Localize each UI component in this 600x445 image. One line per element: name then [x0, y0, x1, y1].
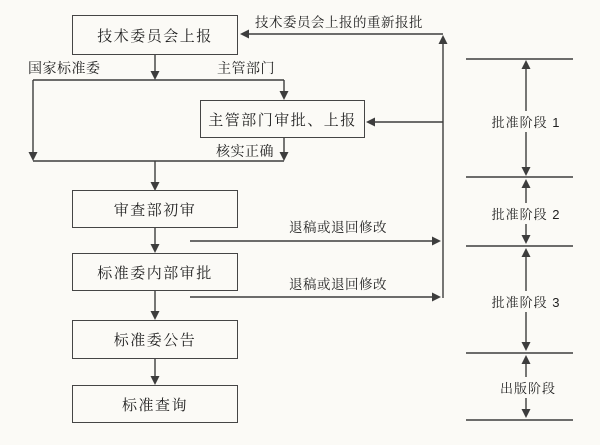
edge-left-branch-down: [29, 80, 38, 161]
label-national-standards-committee: 国家标准委: [28, 60, 101, 76]
label-competent-department: 主管部门: [217, 60, 275, 76]
edge-right-branch-to-b2: [280, 80, 289, 100]
label-verified-correct: 核实正确: [216, 143, 274, 159]
flow-box-tech-committee-report: 技术委员会上报: [72, 15, 238, 55]
edge-b1-down: [151, 55, 160, 80]
edge-feedback-collector: [439, 35, 448, 298]
label-resubmission: 技术委员会上报的重新报批: [255, 15, 423, 30]
phase-label-approval-3: 批准阶段 3: [489, 291, 564, 312]
phase-label-approval-2: 批准阶段 2: [489, 203, 564, 224]
label-return-or-revise-upper: 退稿或退回修改: [289, 220, 387, 235]
edge-return-upper: [190, 237, 441, 246]
flow-box-standard-query: 标准查询: [72, 385, 238, 423]
edge-to-b3: [151, 161, 160, 191]
flow-box-committee-announcement: 标准委公告: [72, 320, 238, 359]
edge-b2-verified-down: [280, 138, 289, 161]
phase-label-approval-1: 批准阶段 1: [489, 111, 564, 132]
phase-label-publication: 出版阶段: [497, 377, 559, 398]
edge-collector-to-b2: [366, 118, 443, 127]
flow-box-committee-internal-approval: 标准委内部审批: [72, 253, 238, 291]
edge-b4-to-b5: [151, 291, 160, 320]
flow-box-dept-approval-report: 主管部门审批、上报: [200, 100, 365, 138]
flow-box-review-dept-initial-review: 审查部初审: [72, 190, 238, 228]
edge-return-lower: [190, 293, 441, 302]
label-return-or-revise-lower: 退稿或退回修改: [289, 277, 387, 292]
edge-b3-to-b4: [151, 228, 160, 253]
edge-b5-to-b6: [151, 359, 160, 385]
